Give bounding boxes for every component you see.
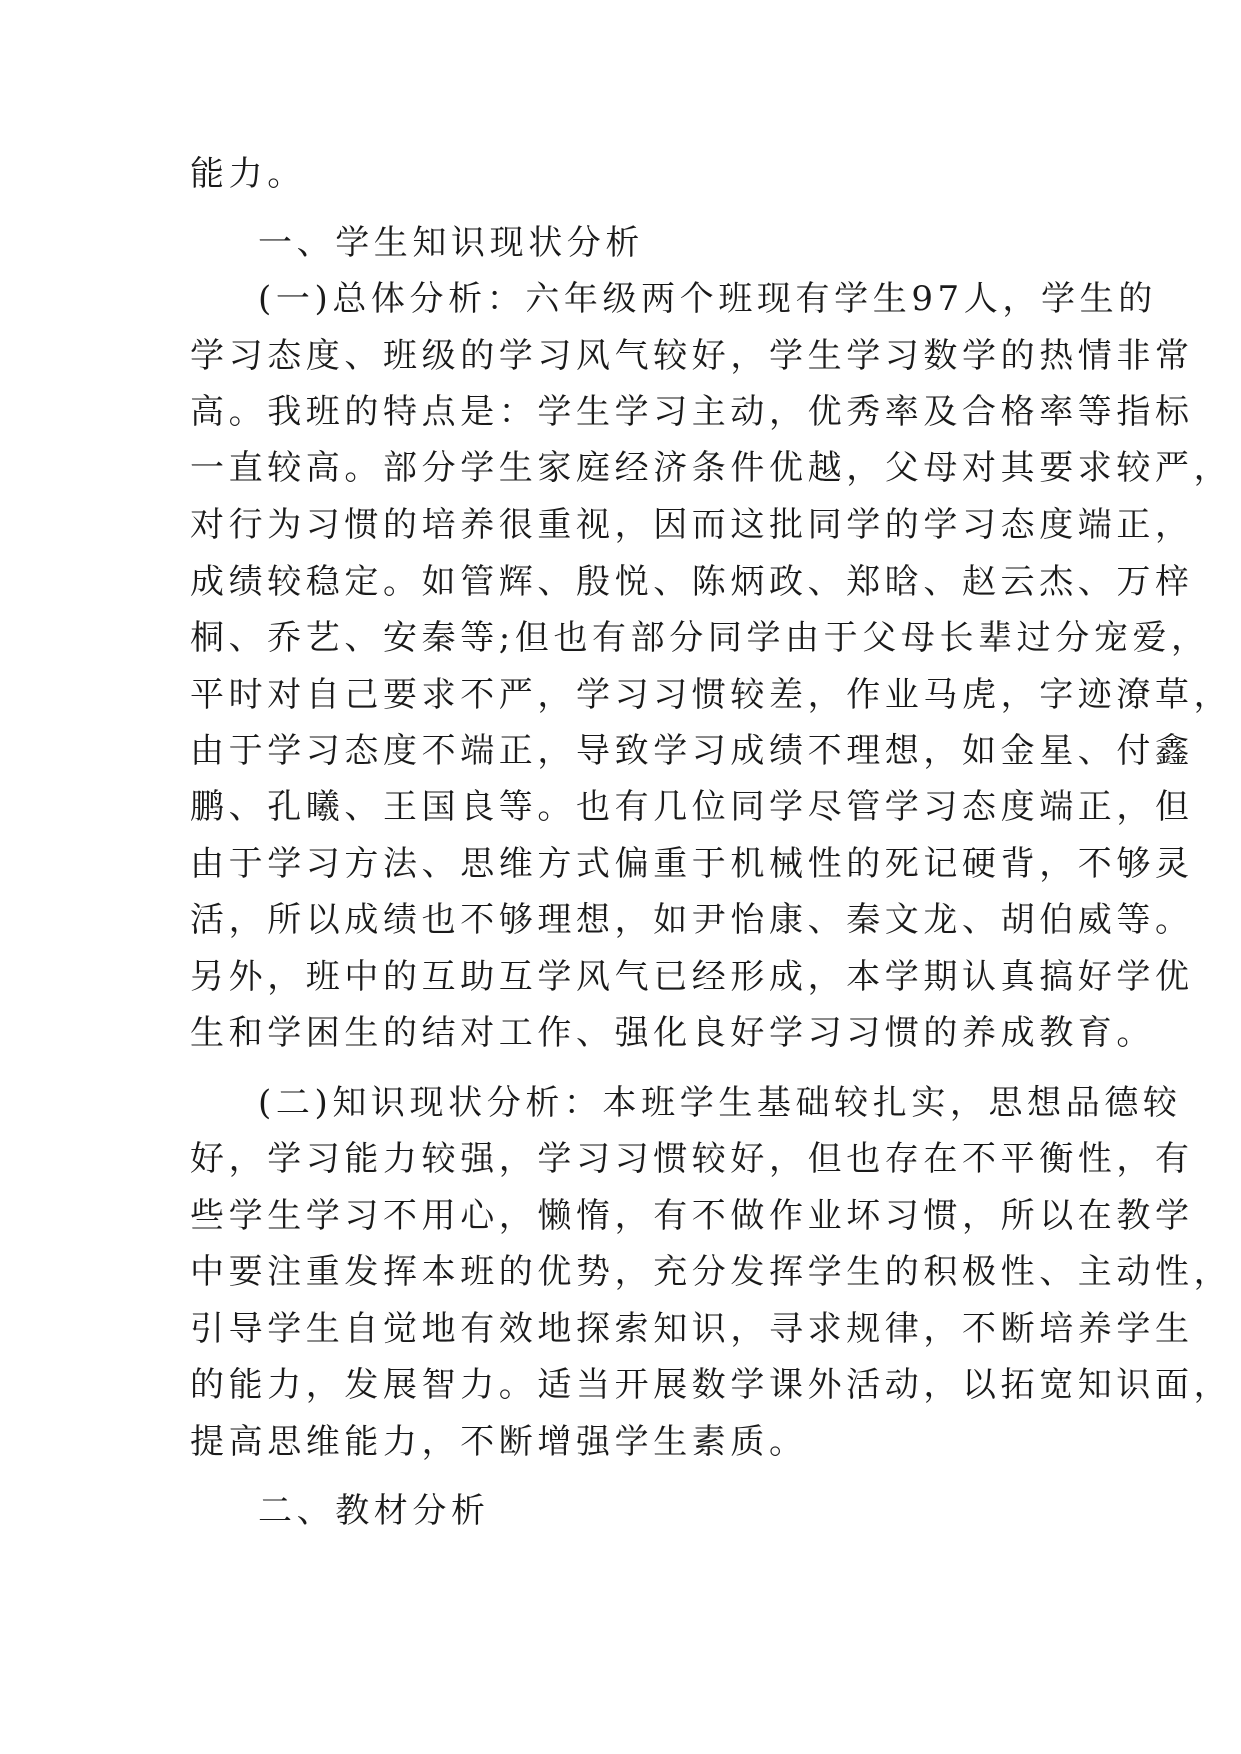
text-line: 由于学习态度不端正，导致学习成绩不理想，如金星、付鑫: [190, 731, 1194, 771]
text-line: 一直较高。部分学生家庭经济条件优越，父母对其要求较严，: [190, 448, 1233, 488]
text-line: 鹏、孔曦、王国良等。也有几位同学尽管学习态度端正，但: [190, 787, 1194, 827]
text-line: 的能力，发展智力。适当开展数学课外活动，以拓宽知识面，: [190, 1365, 1233, 1405]
text-line: 学习态度、班级的学习风气较好，学生学习数学的热情非常: [190, 336, 1194, 376]
text-line: 桐、乔艺、安秦等;但也有部分同学由于父母长辈过分宠爱，: [190, 618, 1210, 658]
section-heading: 二、教材分析: [258, 1491, 490, 1531]
text-line: 能力。: [190, 154, 306, 194]
text-line: 些学生学习不用心，懒惰，有不做作业坏习惯，所以在教学: [190, 1196, 1194, 1236]
text-line: 由于学习方法、思维方式偏重于机械性的死记硬背，不够灵: [190, 844, 1194, 884]
text-line: 平时对自己要求不严，学习习惯较差，作业马虎，字迹潦草，: [190, 675, 1233, 715]
text-line: 活，所以成绩也不够理想，如尹怡康、秦文龙、胡伯威等。: [190, 900, 1194, 940]
text-line: 引导学生自觉地有效地探索知识，寻求规律，不断培养学生: [190, 1309, 1194, 1349]
text-line: (二)知识现状分析：本班学生基础较扎实，思想品德较: [258, 1083, 1182, 1123]
text-line: 生和学困生的结对工作、强化良好学习习惯的养成教育。: [190, 1013, 1155, 1053]
section-heading: 一、学生知识现状分析: [258, 223, 644, 263]
text-line: 高。我班的特点是：学生学习主动，优秀率及合格率等指标: [190, 392, 1194, 432]
text-line: 提高思维能力，不断增强学生素质。: [190, 1422, 808, 1462]
text-line: 好，学习能力较强，学习习惯较好，但也存在不平衡性，有: [190, 1139, 1194, 1179]
text-line: 对行为习惯的培养很重视，因而这批同学的学习态度端正，: [190, 505, 1194, 545]
text-line: 另外，班中的互助互学风气已经形成，本学期认真搞好学优: [190, 957, 1194, 997]
text-line: 成绩较稳定。如管辉、殷悦、陈炳政、郑晗、赵云杰、万梓: [190, 562, 1194, 602]
text-line: 中要注重发挥本班的优势，充分发挥学生的积极性、主动性，: [190, 1252, 1233, 1292]
text-line: (一)总体分析：六年级两个班现有学生97人，学生的: [258, 279, 1157, 319]
